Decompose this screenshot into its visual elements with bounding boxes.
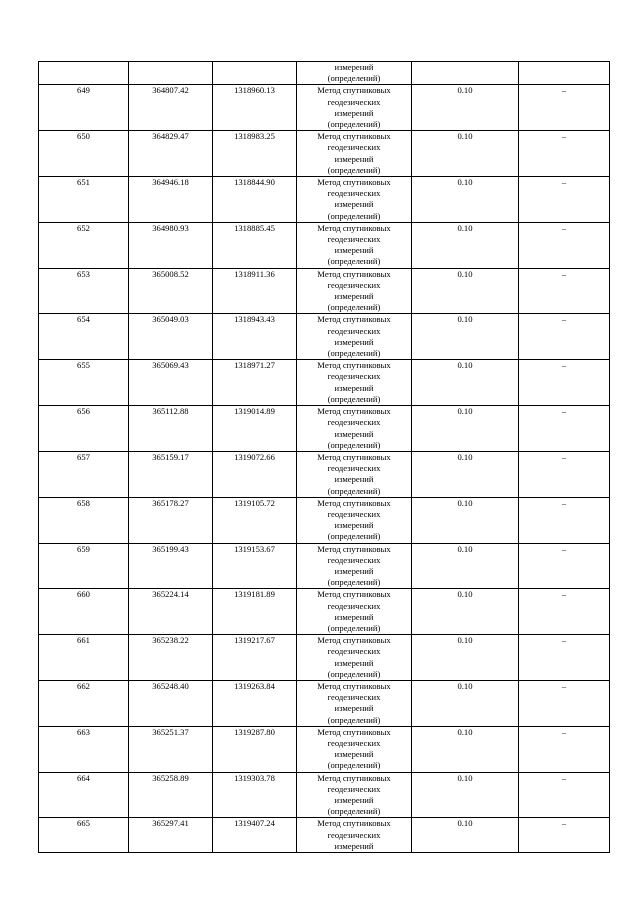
method-line: Метод спутниковых — [317, 543, 391, 554]
point-number-cell: 651 — [39, 177, 129, 223]
point-number-cell: 655 — [39, 360, 129, 406]
method-line: (определений) — [327, 439, 381, 450]
method-line: (определений) — [327, 760, 381, 771]
method-line: (определений) — [327, 256, 381, 267]
method-line: (определений) — [327, 348, 381, 359]
point-number-cell: 654 — [39, 314, 129, 360]
method-line: (определений) — [327, 485, 381, 496]
method-line: (определений) — [327, 393, 381, 404]
table-row — [39, 360, 610, 406]
method-line: геодезических — [327, 783, 381, 794]
accuracy-cell: 0.10 — [412, 589, 519, 635]
method-cell — [297, 85, 412, 131]
accuracy-cell: 0.10 — [412, 680, 519, 726]
method-line: Метод спутниковых — [317, 406, 391, 417]
point-number-cell: 653 — [39, 268, 129, 314]
y-coordinate-cell — [213, 62, 297, 85]
method-line: измерений — [334, 382, 374, 393]
note-cell: – — [519, 451, 610, 497]
method-cell — [297, 222, 412, 268]
x-coordinate-cell: 365069.43 — [129, 360, 213, 406]
method-line: геодезических — [327, 554, 381, 565]
x-coordinate-cell: 365008.52 — [129, 268, 213, 314]
method-line: измерений — [334, 291, 374, 302]
accuracy-cell: 0.10 — [412, 635, 519, 681]
point-number-cell — [39, 62, 129, 85]
method-line: Метод спутниковых — [317, 131, 391, 142]
point-number-cell: 657 — [39, 451, 129, 497]
method-line: измерений — [334, 565, 374, 576]
method-line: (определений) — [327, 164, 381, 175]
accuracy-cell: 0.10 — [412, 360, 519, 406]
method-line: геодезических — [327, 188, 381, 199]
note-cell: – — [519, 85, 610, 131]
method-line: измерений — [334, 62, 374, 72]
method-line: геодезических — [327, 600, 381, 611]
y-coordinate-cell: 1318960.13 — [213, 85, 297, 131]
note-cell: – — [519, 314, 610, 360]
table-row — [39, 635, 610, 681]
x-coordinate-cell: 364807.42 — [129, 85, 213, 131]
y-coordinate-cell: 1319072.66 — [213, 451, 297, 497]
method-line: измерений — [334, 520, 374, 531]
method-line: измерений — [334, 657, 374, 668]
x-coordinate-cell: 365112.88 — [129, 406, 213, 452]
note-cell: – — [519, 635, 610, 681]
note-cell: – — [519, 680, 610, 726]
accuracy-cell — [412, 62, 519, 85]
accuracy-cell: 0.10 — [412, 268, 519, 314]
method-cell — [297, 726, 412, 772]
method-cell — [297, 818, 412, 853]
y-coordinate-cell: 1318971.27 — [213, 360, 297, 406]
x-coordinate-cell: 365199.43 — [129, 543, 213, 589]
x-coordinate-cell: 365251.37 — [129, 726, 213, 772]
note-cell: – — [519, 589, 610, 635]
table-row — [39, 451, 610, 497]
table-row — [39, 268, 610, 314]
note-cell: – — [519, 268, 610, 314]
method-cell — [297, 360, 412, 406]
point-number-cell: 649 — [39, 85, 129, 131]
accuracy-cell: 0.10 — [412, 222, 519, 268]
accuracy-cell: 0.10 — [412, 131, 519, 177]
note-cell: – — [519, 131, 610, 177]
x-coordinate-cell: 365049.03 — [129, 314, 213, 360]
note-cell: – — [519, 177, 610, 223]
method-cell — [297, 680, 412, 726]
accuracy-cell: 0.10 — [412, 177, 519, 223]
table-row — [39, 543, 610, 589]
y-coordinate-cell: 1318885.45 — [213, 222, 297, 268]
method-line: Метод спутниковых — [317, 314, 391, 325]
method-line: Метод спутниковых — [317, 680, 391, 691]
table-row — [39, 818, 610, 853]
table-row — [39, 222, 610, 268]
method-cell — [297, 314, 412, 360]
method-line: Метод спутниковых — [317, 222, 391, 233]
accuracy-cell: 0.10 — [412, 818, 519, 853]
y-coordinate-cell: 1318943.43 — [213, 314, 297, 360]
table-row-continued — [39, 62, 610, 85]
point-number-cell: 663 — [39, 726, 129, 772]
point-number-cell: 658 — [39, 497, 129, 543]
y-coordinate-cell: 1319287.80 — [213, 726, 297, 772]
y-coordinate-cell: 1318911.36 — [213, 268, 297, 314]
point-number-cell: 662 — [39, 680, 129, 726]
x-coordinate-cell — [129, 62, 213, 85]
x-coordinate-cell: 365248.40 — [129, 680, 213, 726]
accuracy-cell: 0.10 — [412, 406, 519, 452]
note-cell: – — [519, 360, 610, 406]
point-number-cell: 659 — [39, 543, 129, 589]
accuracy-cell: 0.10 — [412, 726, 519, 772]
method-line: (определений) — [327, 119, 381, 130]
method-cell — [297, 635, 412, 681]
method-cell — [297, 268, 412, 314]
method-line: Метод спутниковых — [317, 589, 391, 600]
method-cell — [297, 497, 412, 543]
method-line: измерений — [334, 245, 374, 256]
method-line: Метод спутниковых — [317, 635, 391, 646]
method-cell — [297, 451, 412, 497]
method-line: измерений — [334, 107, 374, 118]
table-row — [39, 177, 610, 223]
method-line: геодезических — [327, 371, 381, 382]
method-line: геодезических — [327, 279, 381, 290]
x-coordinate-cell: 364829.47 — [129, 131, 213, 177]
method-line: геодезических — [327, 417, 381, 428]
point-number-cell: 661 — [39, 635, 129, 681]
note-cell: – — [519, 543, 610, 589]
y-coordinate-cell: 1318844.90 — [213, 177, 297, 223]
table-row — [39, 131, 610, 177]
accuracy-cell: 0.10 — [412, 772, 519, 818]
method-line: (определений) — [327, 668, 381, 679]
accuracy-cell: 0.10 — [412, 497, 519, 543]
table-row — [39, 726, 610, 772]
x-coordinate-cell: 365178.27 — [129, 497, 213, 543]
method-line: геодезических — [327, 234, 381, 245]
note-cell: – — [519, 726, 610, 772]
method-line: геодезических — [327, 692, 381, 703]
method-line: Метод спутниковых — [317, 177, 391, 188]
x-coordinate-cell: 364946.18 — [129, 177, 213, 223]
y-coordinate-cell: 1318983.25 — [213, 131, 297, 177]
point-number-cell: 660 — [39, 589, 129, 635]
y-coordinate-cell: 1319105.72 — [213, 497, 297, 543]
method-line: (определений) — [327, 622, 381, 633]
method-line: геодезических — [327, 737, 381, 748]
x-coordinate-cell: 365159.17 — [129, 451, 213, 497]
table-row — [39, 314, 610, 360]
method-line: геодезических — [327, 829, 381, 840]
x-coordinate-cell: 365224.14 — [129, 589, 213, 635]
method-line: измерений — [334, 153, 374, 164]
table-row — [39, 497, 610, 543]
method-cell — [297, 406, 412, 452]
table-row — [39, 406, 610, 452]
method-line: геодезических — [327, 463, 381, 474]
method-line: Метод спутниковых — [317, 772, 391, 783]
x-coordinate-cell: 365258.89 — [129, 772, 213, 818]
y-coordinate-cell: 1319014.89 — [213, 406, 297, 452]
method-line: (определений) — [327, 531, 381, 542]
accuracy-cell: 0.10 — [412, 451, 519, 497]
method-line: Метод спутниковых — [317, 818, 391, 829]
method-cell — [297, 177, 412, 223]
method-line: геодезических — [327, 646, 381, 657]
method-line: измерений — [334, 336, 374, 347]
point-number-cell: 665 — [39, 818, 129, 853]
method-cell — [297, 589, 412, 635]
method-line: Метод спутниковых — [317, 497, 391, 508]
method-line: геодезических — [327, 142, 381, 153]
note-cell: – — [519, 497, 610, 543]
method-line: (определений) — [327, 714, 381, 725]
note-cell: – — [519, 772, 610, 818]
y-coordinate-cell: 1319217.67 — [213, 635, 297, 681]
method-line: измерений — [334, 749, 374, 760]
table-row — [39, 85, 610, 131]
method-line: (определений) — [327, 577, 381, 588]
method-line: геодезических — [327, 508, 381, 519]
x-coordinate-cell: 365297.41 — [129, 818, 213, 853]
method-line: измерений — [334, 795, 374, 805]
table-row — [39, 589, 610, 635]
note-cell: – — [519, 222, 610, 268]
method-line: (определений) — [327, 806, 381, 817]
note-cell — [519, 62, 610, 85]
accuracy-cell: 0.10 — [412, 314, 519, 360]
method-line: измерений — [334, 703, 374, 714]
method-cell — [297, 131, 412, 177]
point-number-cell: 664 — [39, 772, 129, 818]
y-coordinate-cell: 1319153.67 — [213, 543, 297, 589]
method-line: Метод спутниковых — [317, 451, 391, 462]
point-number-cell: 652 — [39, 222, 129, 268]
table-body — [39, 62, 610, 853]
table-row — [39, 680, 610, 726]
method-line: измерений — [334, 199, 374, 210]
method-line: измерений — [334, 474, 374, 485]
method-cell — [297, 772, 412, 818]
point-number-cell: 656 — [39, 406, 129, 452]
coordinates-table-page — [38, 61, 609, 853]
x-coordinate-cell: 365238.22 — [129, 635, 213, 681]
method-line: измерений — [334, 611, 374, 622]
method-line: (определений) — [327, 73, 381, 84]
method-line: измерений — [334, 428, 374, 439]
y-coordinate-cell: 1319303.78 — [213, 772, 297, 818]
method-cell — [297, 543, 412, 589]
method-line: (определений) — [327, 302, 381, 313]
note-cell: – — [519, 818, 610, 853]
method-line: (определений) — [327, 210, 381, 221]
method-line: геодезических — [327, 96, 381, 107]
point-number-cell: 650 — [39, 131, 129, 177]
coordinates-table — [38, 61, 610, 853]
y-coordinate-cell: 1319263.84 — [213, 680, 297, 726]
y-coordinate-cell: 1319181.89 — [213, 589, 297, 635]
method-line: измерений — [334, 840, 374, 851]
accuracy-cell: 0.10 — [412, 85, 519, 131]
table-row — [39, 772, 610, 818]
method-cell — [297, 62, 412, 85]
method-line: геодезических — [327, 325, 381, 336]
method-line: Метод спутниковых — [317, 268, 391, 279]
accuracy-cell: 0.10 — [412, 543, 519, 589]
x-coordinate-cell: 364980.93 — [129, 222, 213, 268]
note-cell: – — [519, 406, 610, 452]
method-line: Метод спутниковых — [317, 85, 391, 96]
method-line: Метод спутниковых — [317, 726, 391, 737]
y-coordinate-cell: 1319407.24 — [213, 818, 297, 853]
method-line: Метод спутниковых — [317, 360, 391, 371]
